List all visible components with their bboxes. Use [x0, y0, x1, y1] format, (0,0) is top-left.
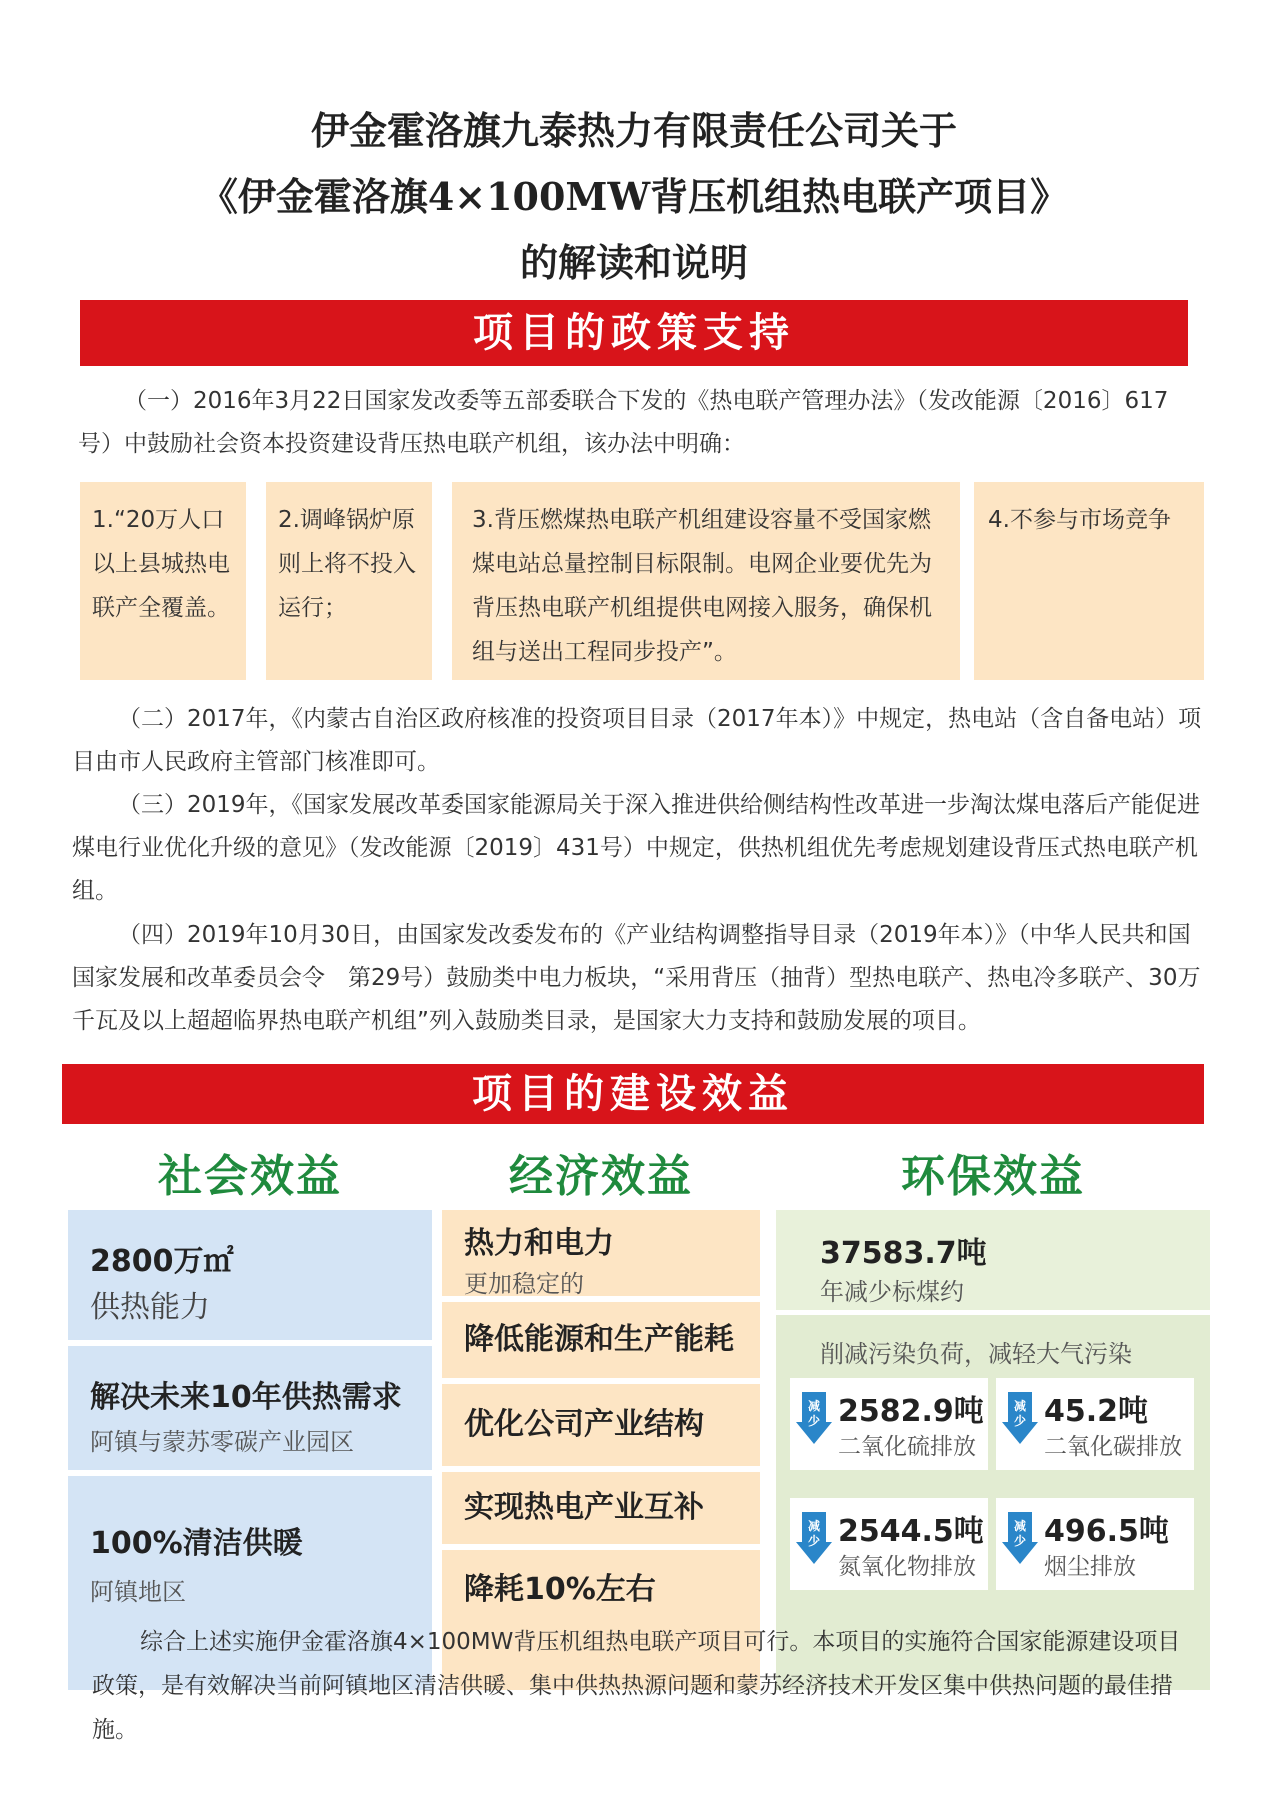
env-card-label: 烟尘排放	[1044, 1554, 1136, 1580]
conclusion-paragraph: 综合上述实施伊金霍洛旗4×100MW背压机组热电联产项目可行。本项目的实施符合国家能源建设项目政策，是有效解决当前阿镇地区清洁供暖、集中供热热源问题和蒙苏经济技术开发区集中供热问题的最佳措施。	[92, 1629, 1181, 1743]
policy-box-4: 4.不参与市场竞争	[974, 482, 1204, 680]
economic-item-main: 热力和电力	[464, 1226, 614, 1261]
env-card-value: 45.2吨	[1044, 1394, 1149, 1429]
env-card-nox	[790, 1498, 988, 1590]
social-item-heating-capacity	[68, 1210, 432, 1340]
svg-text:少: 少	[807, 1534, 821, 1548]
svg-text:减: 减	[1013, 1399, 1027, 1413]
reduce-arrow-icon	[1002, 1512, 1038, 1564]
env-top-label: 年减少标煤约	[820, 1278, 964, 1306]
policy-para-3: （三）2019年，《国家发展改革委国家能源局关于深入推进供给侧结构性改革进一步淘汰煤电落后产能促进煤电行业优化升级的意见》（发改能源〔2019〕431号）中规定，供热机组优先考虑规划建设背压式热电联产机组。	[72, 792, 1201, 904]
env-card-label: 二氧化碳排放	[1044, 1434, 1182, 1460]
svg-text:减: 减	[807, 1399, 821, 1413]
env-card-so2	[790, 1378, 988, 1470]
economic-item-structure	[442, 1384, 760, 1466]
economic-item-stable	[442, 1210, 760, 1296]
env-card-co2	[996, 1378, 1194, 1470]
svg-text:少: 少	[1013, 1534, 1027, 1548]
doc-title-line3: 的解读和说明	[519, 240, 748, 285]
env-subtitle: 削减污染负荷，减轻大气污染	[820, 1340, 1132, 1368]
env-card-value: 2582.9吨	[838, 1394, 984, 1429]
policy-para-2: （二）2017年，《内蒙古自治区政府核准的投资项目目录（2017年本）》中规定，热电站（含自备电站）项目由市人民政府主管部门核准即可。	[72, 706, 1202, 775]
policy-banner: 项目的政策支持	[80, 300, 1188, 366]
env-card-value: 496.5吨	[1044, 1514, 1169, 1549]
economic-item-energy	[442, 1302, 760, 1378]
economic-item-main: 优化公司产业结构	[464, 1407, 704, 1442]
svg-text:减: 减	[807, 1519, 821, 1533]
env-card-label: 氮氧化物排放	[838, 1554, 976, 1580]
social-item-main: 2800万㎡	[90, 1244, 234, 1279]
svg-text:少: 少	[807, 1414, 821, 1428]
reduce-arrow-icon	[1002, 1392, 1038, 1444]
economic-item-sub: 更加稳定的	[464, 1270, 584, 1298]
economic-item-complement	[442, 1472, 760, 1544]
economic-item-main: 实现热电产业互补	[464, 1490, 704, 1525]
benefits-banner: 项目的建设效益	[62, 1064, 1204, 1124]
social-item-sub: 阿镇地区	[90, 1578, 186, 1606]
doc-title-line1: 伊金霍洛旗九泰热力有限责任公司关于	[310, 108, 957, 153]
reduce-arrow-icon	[796, 1392, 832, 1444]
environmental-heading: 环保效益	[901, 1151, 1085, 1202]
svg-text:减: 减	[1013, 1519, 1027, 1533]
doc-title-line2: 《伊金霍洛旗4×100MW背压机组热电联产项目》	[199, 174, 1069, 219]
env-card-dust	[996, 1498, 1194, 1590]
svg-text:少: 少	[1013, 1414, 1027, 1428]
social-item-main: 解决未来10年供热需求	[90, 1380, 402, 1415]
env-divider	[776, 1310, 1210, 1315]
social-item-main: 100%清洁供暖	[90, 1526, 303, 1561]
policy-para-1: （一）2016年3月22日国家发改委等五部委联合下发的《热电联产管理办法》（发改能源〔2016〕617号）中鼓励社会资本投资建设背压热电联产机组，该办法中明确：	[78, 388, 1169, 457]
economic-item-main: 降耗10%左右	[464, 1572, 656, 1607]
environmental-panel	[776, 1210, 1210, 1690]
env-card-value: 2544.5吨	[838, 1514, 984, 1549]
policy-box-1: 1.“20万人口以上县城热电联产全覆盖。	[80, 482, 246, 680]
env-card-label: 二氧化硫排放	[838, 1434, 976, 1460]
social-item-sub: 供热能力	[90, 1290, 210, 1325]
social-item-future-demand	[68, 1346, 432, 1470]
policy-para-4: （四）2019年10月30日，由国家发改委发布的《产业结构调整指导目录（2019年本）》（中华人民共和国国家发展和改革委员会令 第29号）鼓励类中电力板块，“采用背压（抽背）型热电联产、热电冷多联产、30万千瓦及以上超超临界热电联产机组”列入鼓励类目录，是国家大力支持和鼓励发展的项目。	[72, 922, 1201, 1034]
env-top-value: 37583.7吨	[820, 1236, 987, 1271]
reduce-arrow-icon	[796, 1512, 832, 1564]
policy-box-2: 2.调峰锅炉原则上将不投入运行；	[266, 482, 432, 680]
social-item-sub: 阿镇与蒙苏零碳产业园区	[90, 1428, 354, 1456]
policy-box-3: 3.背压燃煤热电联产机组建设容量不受国家燃煤电站总量控制目标限制。电网企业要优先为背压热电联产机组提供电网接入服务，确保机组与送出工程同步投产”。	[452, 482, 960, 680]
economic-item-main: 降低能源和生产能耗	[464, 1322, 734, 1357]
social-heading: 社会效益	[158, 1151, 342, 1202]
economic-heading: 经济效益	[509, 1151, 693, 1202]
